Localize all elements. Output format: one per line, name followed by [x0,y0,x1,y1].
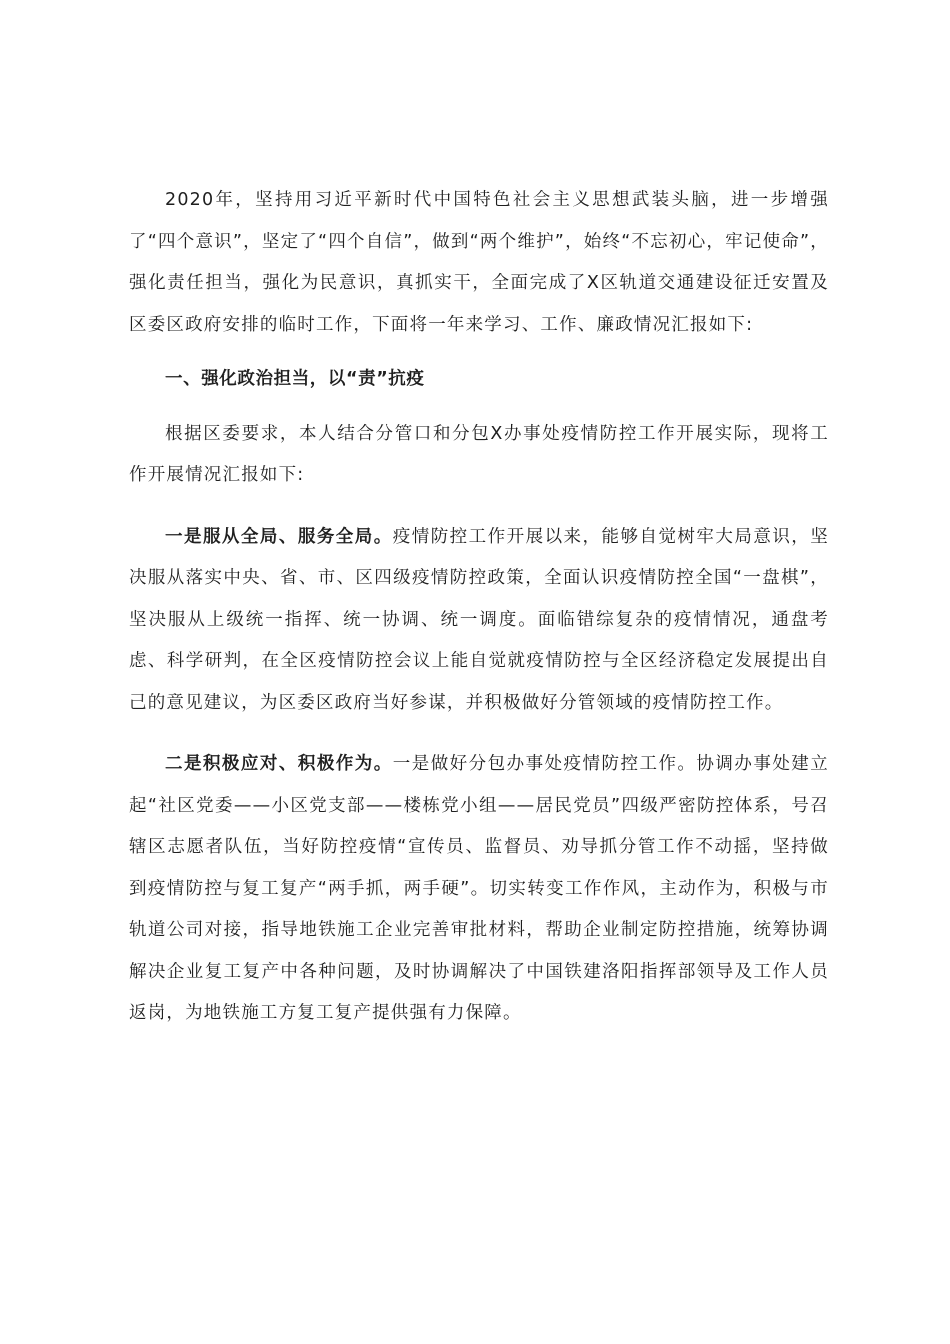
document-body [129,180,829,1035]
point-1-body: 疫情防控工作开展以来，能够自觉树牢大局意识，坚决服从落实中央、省、市、区四级疫情防控政策，全面认识疫情防控全国“一盘棋”，坚决服从上级统一指挥、统一协调、统一调度。面临错综复杂的疫情情况，通盘考虑、科学研判，在全区疫情防控会议上能自觉就疫情防控与全区经济稳定发展提出自己的意见建议，为区委区政府当好参谋，并积极做好分管领域的疫情防控工作。 [129,526,829,713]
point-1-paragraph [129,517,829,725]
section-1-heading: 一、强化政治担当，以“责”抗疫 [165,369,425,389]
point-2-body: 一是做好分包办事处疫情防控工作。协调办事处建立起“社区党委——小区党支部——楼栋党小组——居民党员”四级严密防控体系，号召辖区志愿者队伍，当好防控疫情“宣传员、监督员、劝导抓分管工作不动摇，坚持做到疫情防控与复工复产“两手抓，两手硬”。切实转变工作作风，主动作为，积极与市轨道公司对接，指导地铁施工企业完善审批材料，帮助企业制定防控措施，统筹协调解决企业复工复产中各种问题，及时协调解决了中国铁建洛阳指挥部领导及工作人员返岗，为地铁施工方复工复产提供强有力保障。 [129,754,829,1023]
section-1-intro-paragraph: 根据区委要求，本人结合分管口和分包X办事处疫情防控工作开展实际，现将工作开展情况汇报如下: [129,423,829,485]
point-2-paragraph [129,744,829,1035]
point-2-lead: 二是积极应对、积极作为。 [165,754,393,774]
intro-paragraph: 2020年，坚持用习近平新时代中国特色社会主义思想武装头脑，进一步增强了“四个意识”，坚定了“四个自信”，做到“两个维护”，始终“不忘初心，牢记使命”，强化责任担当，强化为民意识，真抓实干，全面完成了X区轨道交通建设征迁安置及区委区政府安排的临时工作，下面将一年来学习、工作、廉政情况汇报如下: [129,190,829,335]
point-1-lead: 一是服从全局、服务全局。 [165,526,393,547]
